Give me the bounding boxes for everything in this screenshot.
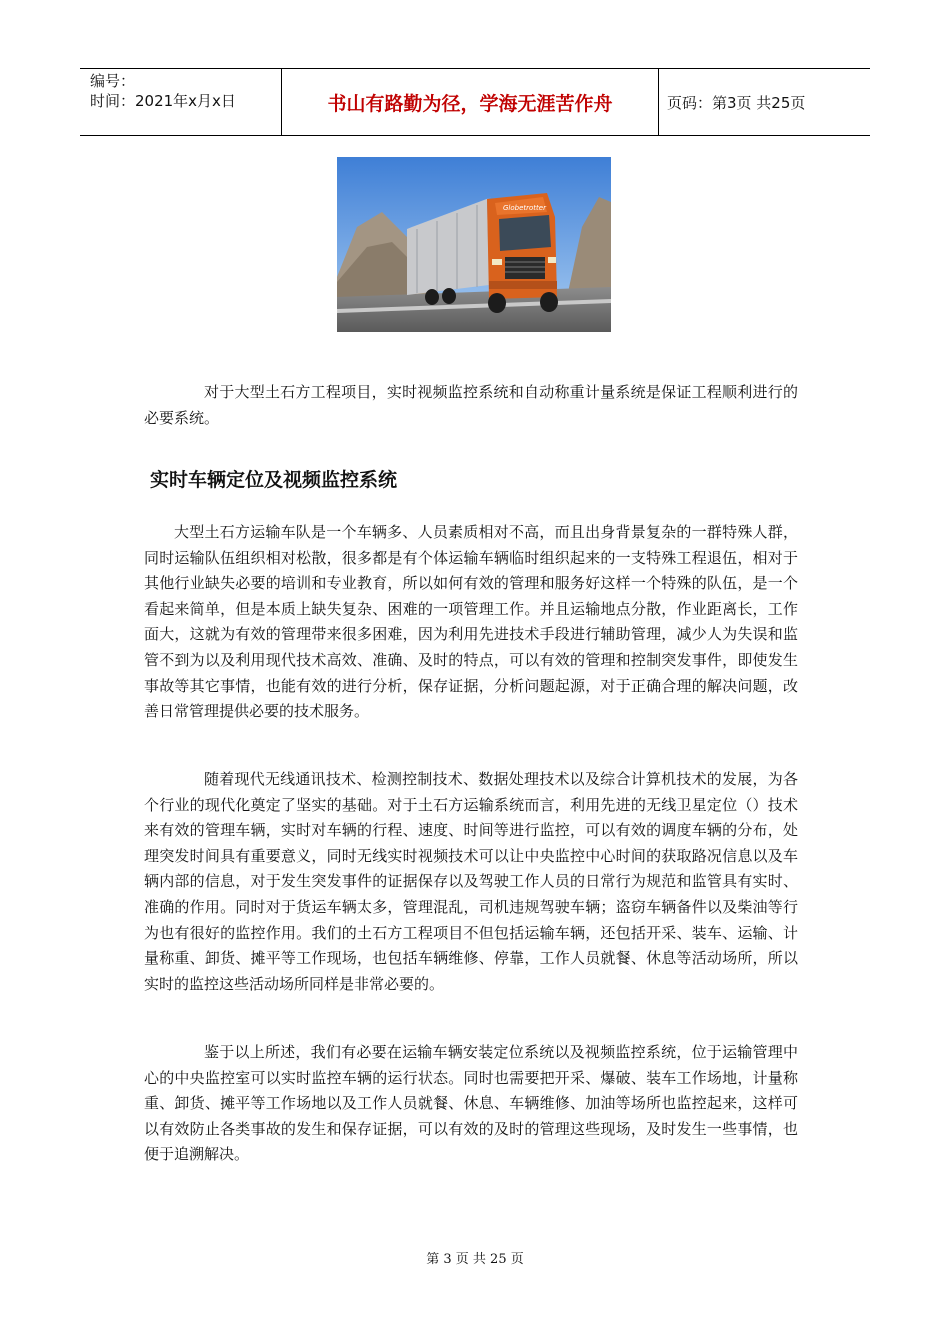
body-paragraph-1: 大型土石方运输车队是一个车辆多、人员素质相对不高，而且出身背景复杂的一群特殊人群，同时运输队伍组织相对松散，很多都是有个体运输车辆临时组织起来的一支特殊工程退伍，相对于其他行业缺失必要的培训和专业教育，所以如何有效的管理和服务好这样一个特殊的队伍，是一个看起来简单，但是本质上缺失复杂、困难的一项管理工作。并且运输地点分散，作业距离长，工作面大，这就为有效的管理带来很多困难，因为利用先进技术手段进行辅助管理，减少人为失误和监管不到为以及利用现代技术高效、准确、及时的特点，可以有效的管理和控制突发事件，即使发生事故等其它事情，也能有效的进行分析，保存证据，分析问题起源，对于正确合理的解决问题，改善日常管理提供必要的技术服务。 [144,523,798,721]
section-title: 实时车辆定位及视频监控系统 [150,469,398,491]
header-page-info: 页码：第3页 共25页 [667,93,806,112]
truck-illustration [337,157,611,332]
header-motto: 书山有路勤为径，学海无涯苦作舟 [282,69,659,135]
intro-paragraph: 对于大型土石方工程项目，实时视频监控系统和自动称重计量系统是保证工程顺利进行的必要系统。 [144,383,798,427]
header-table [80,68,870,136]
truck-photo [337,157,611,332]
header-meta-cell [80,69,282,135]
body-paragraph-2: 随着现代无线通讯技术、检测控制技术、数据处理技术以及综合计算机技术的发展，为各个行业的现代化奠定了坚实的基础。对于土石方运输系统而言，利用先进的无线卫星定位（）技术来有效的管理车辆，实时对车辆的行程、速度、时间等进行监控，可以有效的调度车辆的分布，处理突发时间具有重要意义，同时无线实时视频技术可以让中央监控中心时间的获取路况信息以及车辆内部的信息，对于发生突发事件的证据保存以及驾驶工作人员的日常行为规范和监管具有实时、准确的作用。同时对于货运车辆太多，管理混乱，司机违规驾驶车辆；盗窃车辆备件以及柴油等行为也有很好的监控作用。我们的土石方工程项目不但包括运输车辆，还包括开采、装车、运输、计量称重、卸货、摊平等工作现场，也包括车辆维修、停靠，工作人员就餐、休息等活动场所，所以实时的监控这些活动场所同样是非常必要的。 [144,770,798,993]
document-number-label: 编号： [90,72,136,90]
body-paragraph-3: 鉴于以上所述，我们有必要在运输车辆安装定位系统以及视频监控系统，位于运输管理中心的中央监控室可以实时监控车辆的运行状态。同时也需要把开采、爆破、装车工作场地，计量称重、卸货、摊平等工作场地以及工作人员就餐、休息、车辆维修、加油等场所也监控起来，这样可以有效防止各类事故的发生和保存证据，可以有效的及时的管理这些现场，及时发生一些事情，也便于追溯解决。 [144,1043,798,1164]
truck-brand-text: Globetrotter [503,204,546,212]
page-footer: 第 3 页 共 25 页 [426,1252,524,1267]
document-date-label: 时间：2021年x月x日 [90,92,236,110]
